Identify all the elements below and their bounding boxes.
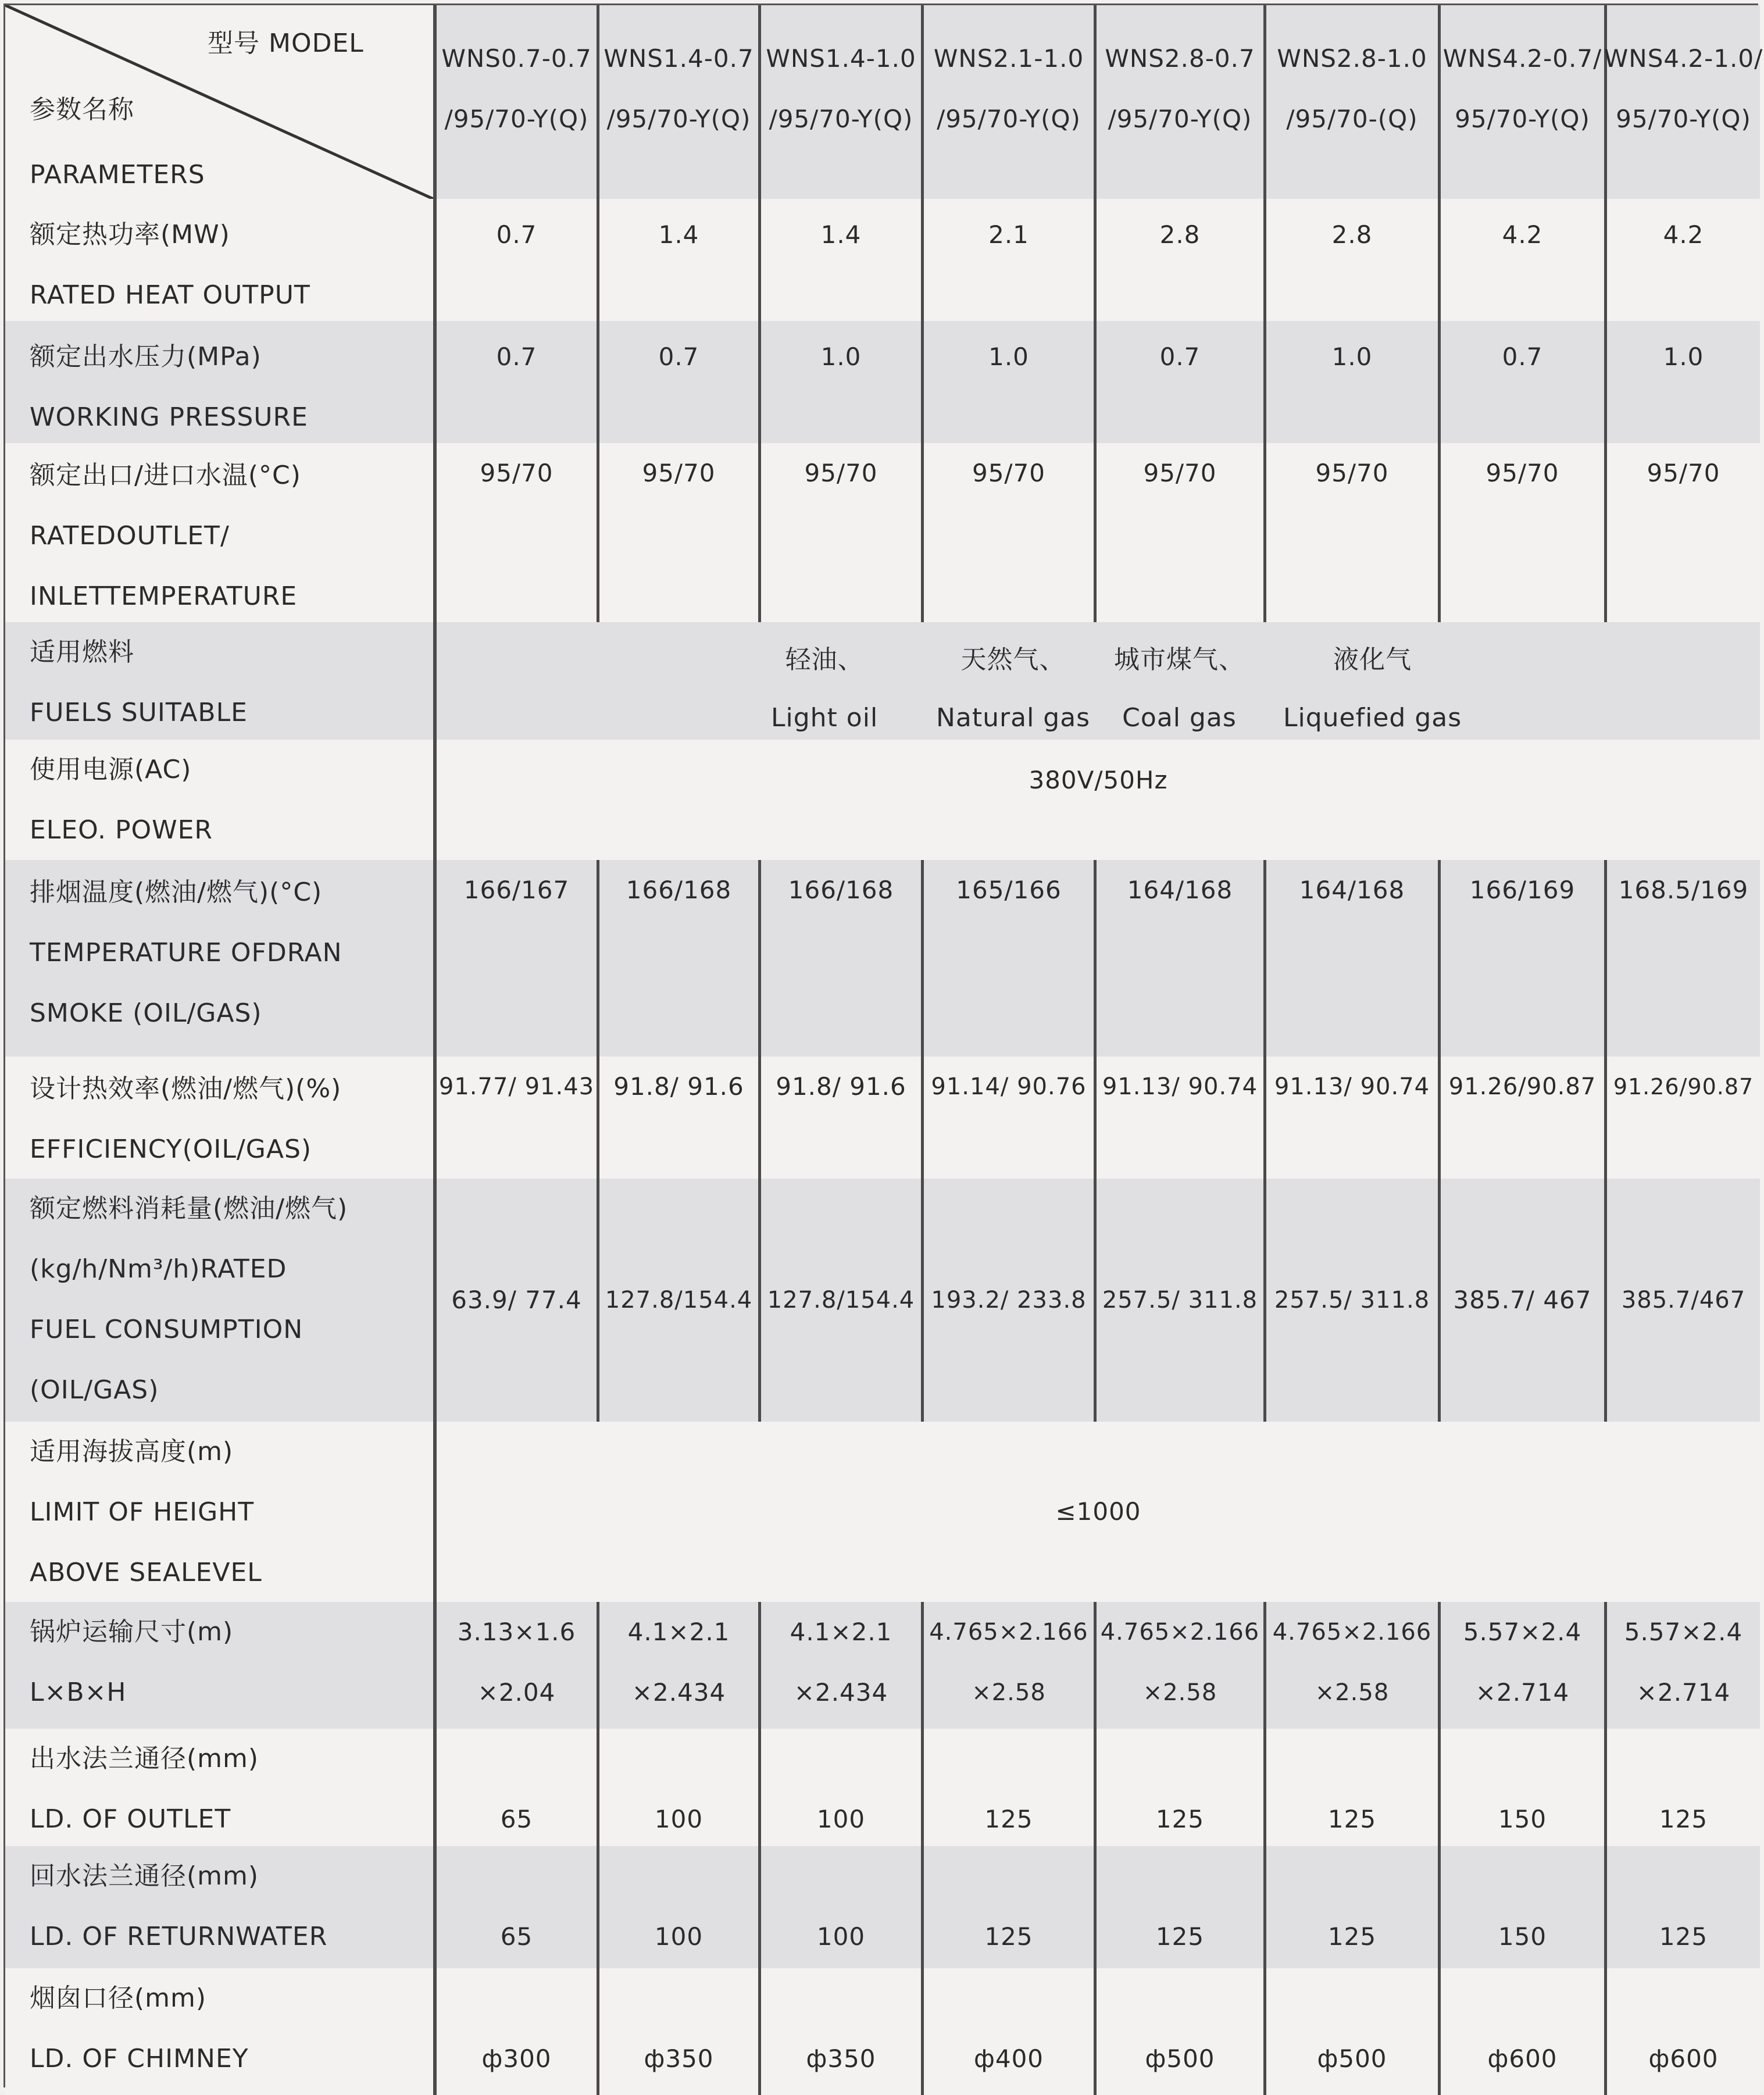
model-header: WNS0.7-0.7 /95/70-Y(Q) <box>437 5 597 199</box>
model-header: WNS2.8-1.0 /95/70-(Q) <box>1263 5 1438 199</box>
table-cell: 165/166 <box>921 860 1094 1057</box>
model-header: WNS1.4-1.0 /95/70-Y(Q) <box>758 5 921 199</box>
table-cell: 166/169 <box>1438 860 1604 1057</box>
table-cell: ф600 <box>1438 1968 1604 2095</box>
table-cell: 4.2 <box>1438 199 1604 321</box>
table-cell: 125 <box>1604 1729 1760 1846</box>
table-cell: 4.765×2.166 ×2.58 <box>1094 1602 1263 1729</box>
model-header-label: 型号 MODEL <box>208 28 364 58</box>
table-cell: 95/70 <box>437 443 597 622</box>
table-cell: 2.8 <box>1094 199 1263 321</box>
table-cell: 95/70 <box>597 443 758 622</box>
table-cell: 4.765×2.166 ×2.58 <box>1263 1602 1438 1729</box>
row-label-efficiency: 设计热效率(燃油/燃气)(%) EFFICIENCY(OIL/GAS) <box>5 1057 437 1179</box>
table-cell: 95/70 <box>1604 443 1760 622</box>
table-cell: 127.8/154.4 <box>758 1179 921 1422</box>
table-cell: 91.26/90.87 <box>1438 1057 1604 1179</box>
altitude-cell <box>437 1422 1760 1602</box>
table-cell: 95/70 <box>758 443 921 622</box>
row-label-rated-heat: 额定热功率(MW) RATED HEAT OUTPUT <box>5 199 437 321</box>
row-label-dimensions: 锅炉运输尺寸(m) L×B×H <box>5 1602 437 1729</box>
table-cell: 65 <box>437 1729 597 1846</box>
table-cell: 91.14/ 90.76 <box>921 1057 1094 1179</box>
table-cell: 193.2/ 233.8 <box>921 1179 1094 1422</box>
table-cell: 125 <box>921 1846 1094 1968</box>
table-cell: 100 <box>597 1846 758 1968</box>
table-cell: 0.7 <box>1094 321 1263 443</box>
fuel-light-oil: 轻油、 Light oil <box>771 645 879 733</box>
table-cell: 166/168 <box>597 860 758 1057</box>
table-cell: 65 <box>437 1846 597 1968</box>
table-cell: ф400 <box>921 1968 1094 2095</box>
table-cell: 91.8/ 91.6 <box>597 1057 758 1179</box>
spec-table <box>3 3 1763 2087</box>
table-cell: 0.7 <box>597 321 758 443</box>
table-cell: 385.7/ 467 <box>1438 1179 1604 1422</box>
table-cell: 5.57×2.4 ×2.714 <box>1438 1602 1604 1729</box>
model-header: WNS2.8-0.7 /95/70-Y(Q) <box>1094 5 1263 199</box>
table-cell: 100 <box>758 1729 921 1846</box>
table-cell: ф350 <box>597 1968 758 2095</box>
table-cell: 166/167 <box>437 860 597 1057</box>
table-cell: 164/168 <box>1263 860 1438 1057</box>
altitude-value: ≤1000 <box>1055 1497 1141 1526</box>
table-cell: 91.26/90.87 <box>1604 1057 1760 1179</box>
table-cell: 95/70 <box>1263 443 1438 622</box>
table-cell: 95/70 <box>1438 443 1604 622</box>
table-cell: 164/168 <box>1094 860 1263 1057</box>
table-cell: 1.4 <box>758 199 921 321</box>
model-header: WNS4.2-1.0/ 95/70-Y(Q) <box>1604 5 1760 199</box>
row-label-fuel-consumption: 额定燃料消耗量(燃油/燃气) (kg/h/Nm³/h)RATED FUEL CONSUMPTION (OIL/GAS) <box>5 1179 437 1422</box>
table-cell: 125 <box>1094 1729 1263 1846</box>
row-label-fuels: 适用燃料 FUELS SUITABLE <box>5 622 437 740</box>
table-cell: 0.7 <box>1438 321 1604 443</box>
table-cell: 1.0 <box>1604 321 1760 443</box>
table-cell: 91.8/ 91.6 <box>758 1057 921 1179</box>
table-cell: 4.1×2.1 ×2.434 <box>758 1602 921 1729</box>
table-cell: 91.13/ 90.74 <box>1263 1057 1438 1179</box>
row-label-outlet: 出水法兰通径(mm) LD. OF OUTLET <box>5 1729 437 1846</box>
table-cell: 0.7 <box>437 321 597 443</box>
table-cell: 1.0 <box>758 321 921 443</box>
row-label-altitude: 适用海拔高度(m) LIMIT OF HEIGHT ABOVE SEALEVEL <box>5 1422 437 1602</box>
table-cell: 3.13×1.6 ×2.04 <box>437 1602 597 1729</box>
table-cell: 125 <box>1263 1729 1438 1846</box>
table-cell: 125 <box>1263 1846 1438 1968</box>
table-cell: 95/70 <box>921 443 1094 622</box>
row-label-smoke: 排烟温度(燃油/燃气)(°C) TEMPERATURE OFDRAN SMOKE (OIL/GAS) <box>5 860 437 1057</box>
table-cell: 166/168 <box>758 860 921 1057</box>
model-header: WNS1.4-0.7 /95/70-Y(Q) <box>597 5 758 199</box>
table-cell: 2.8 <box>1263 199 1438 321</box>
table-cell: 1.0 <box>1263 321 1438 443</box>
table-cell: 0.7 <box>437 199 597 321</box>
table-cell: 4.765×2.166 ×2.58 <box>921 1602 1094 1729</box>
fuel-coal-gas: 城市煤气、 Coal gas <box>1114 645 1245 733</box>
table-cell: 168.5/169 <box>1604 860 1760 1057</box>
param-header-en: PARAMETERS <box>30 160 205 190</box>
table-cell: 95/70 <box>1094 443 1263 622</box>
model-header: WNS4.2-0.7/ 95/70-Y(Q) <box>1438 5 1604 199</box>
fuel-liquefied-gas: 液化气 Liquefied gas <box>1283 645 1462 733</box>
table-cell: 257.5/ 311.8 <box>1094 1179 1263 1422</box>
param-header-cn: 参数名称 <box>30 95 134 124</box>
power-cell <box>437 740 1760 860</box>
fuels-cell <box>437 622 1760 740</box>
table-cell: 91.13/ 90.74 <box>1094 1057 1263 1179</box>
row-label-temperature: 额定出口/进口水温(°C) RATEDOUTLET/ INLETTEMPERATURE <box>5 443 437 622</box>
table-cell: 100 <box>597 1729 758 1846</box>
table-cell: 91.77/ 91.43 <box>437 1057 597 1179</box>
table-cell: 63.9/ 77.4 <box>437 1179 597 1422</box>
table-cell: 4.1×2.1 ×2.434 <box>597 1602 758 1729</box>
row-label-return-water: 回水法兰通径(mm) LD. OF RETURNWATER <box>5 1846 437 1968</box>
table-cell: 125 <box>1604 1846 1760 1968</box>
table-cell: 150 <box>1438 1846 1604 1968</box>
row-label-chimney: 烟囱口径(mm) LD. OF CHIMNEY <box>5 1968 437 2095</box>
table-cell: 150 <box>1438 1729 1604 1846</box>
table-cell: 100 <box>758 1846 921 1968</box>
row-label-power: 使用电源(AC) ELEO. POWER <box>5 740 437 860</box>
model-header: WNS2.1-1.0 /95/70-Y(Q) <box>921 5 1094 199</box>
table-cell: 127.8/154.4 <box>597 1179 758 1422</box>
header-corner-cell <box>5 5 437 199</box>
table-cell: 125 <box>921 1729 1094 1846</box>
table-cell: ф500 <box>1263 1968 1438 2095</box>
table-cell: ф350 <box>758 1968 921 2095</box>
table-cell: 5.57×2.4 ×2.714 <box>1604 1602 1760 1729</box>
power-value: 380V/50Hz <box>1029 766 1168 794</box>
table-cell: 385.7/467 <box>1604 1179 1760 1422</box>
row-label-pressure: 额定出水压力(MPa) WORKING PRESSURE <box>5 321 437 443</box>
table-cell: 1.0 <box>921 321 1094 443</box>
table-cell: 4.2 <box>1604 199 1760 321</box>
table-cell: 1.4 <box>597 199 758 321</box>
table-cell: 257.5/ 311.8 <box>1263 1179 1438 1422</box>
table-cell: 125 <box>1094 1846 1263 1968</box>
table-cell: ф300 <box>437 1968 597 2095</box>
table-cell: ф600 <box>1604 1968 1760 2095</box>
table-cell: 2.1 <box>921 199 1094 321</box>
fuel-natural-gas: 天然气、 Natural gas <box>936 645 1091 733</box>
table-cell: ф500 <box>1094 1968 1263 2095</box>
